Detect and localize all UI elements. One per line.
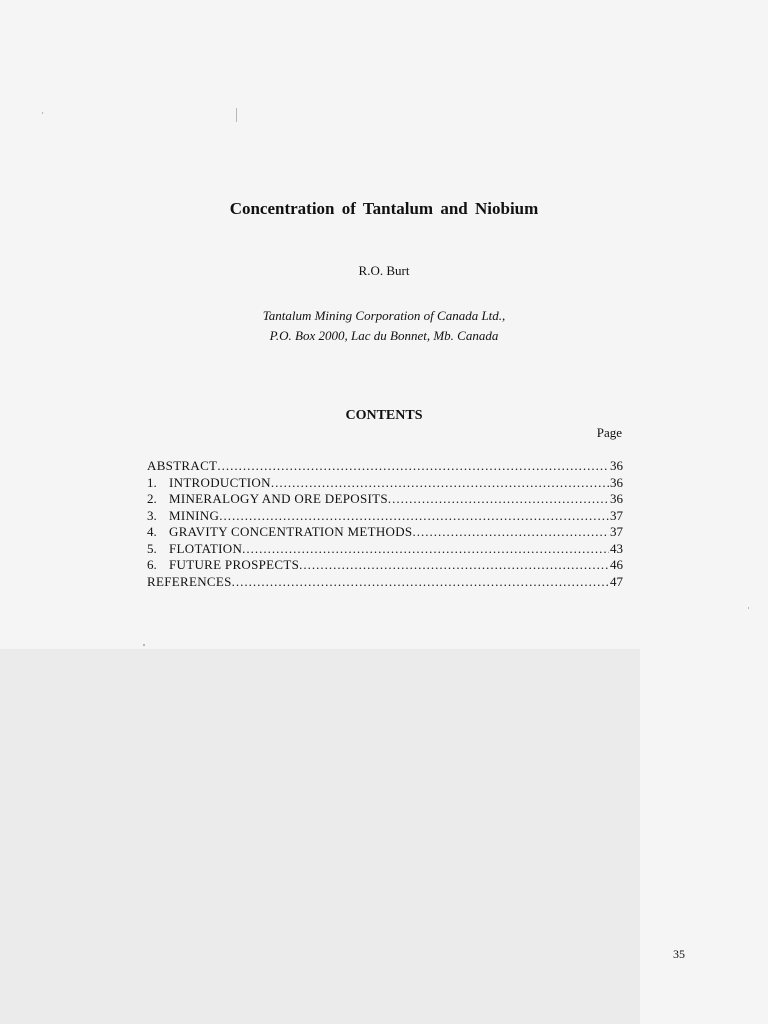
toc-leader-dots	[412, 524, 609, 541]
paper-title: Concentration of Tantalum and Niobium	[229, 199, 539, 218]
affiliation-line: Tantalum Mining Corporation of Canada Ltd.,	[262, 308, 506, 323]
toc-label: INTRODUCTION	[169, 474, 271, 490]
toc-label: REFERENCES	[147, 573, 232, 589]
toc-number: 4.	[147, 524, 157, 539]
page-number: 35	[673, 947, 685, 961]
author-name: R.O. Burt	[358, 263, 410, 278]
scan-mark	[236, 108, 237, 122]
toc-leader-dots	[299, 557, 609, 574]
scan-mark	[748, 607, 749, 609]
toc-page-number: 43	[610, 540, 623, 556]
scan-mark	[42, 112, 43, 114]
toc-label: MINERALOGY AND ORE DEPOSITS	[169, 491, 388, 506]
toc-number: 5.	[147, 540, 157, 556]
table-of-contents	[147, 458, 623, 590]
toc-entry-flotation	[147, 541, 623, 558]
toc-number: 6.	[147, 557, 157, 572]
toc-page-number: 37	[610, 524, 623, 539]
toc-leader-dots	[219, 508, 609, 525]
toc-leader-dots	[388, 491, 609, 508]
toc-number: 1.	[147, 474, 157, 490]
scan-shadow-region	[0, 649, 640, 1024]
affiliation-line: P.O. Box 2000, Lac du Bonnet, Mb. Canada	[269, 328, 499, 343]
toc-leader-dots	[242, 541, 609, 558]
toc-entry-future	[147, 557, 623, 574]
toc-label: FUTURE PROSPECTS	[169, 557, 300, 572]
toc-entry-mining	[147, 508, 623, 525]
page-column-label: Page	[596, 425, 622, 440]
contents-heading: CONTENTS	[345, 408, 423, 423]
toc-page-number: 46	[610, 557, 623, 572]
toc-page-number: 47	[610, 573, 623, 589]
toc-entry-mineralogy	[147, 491, 623, 508]
toc-entry-abstract	[147, 458, 623, 475]
toc-label: GRAVITY CONCENTRATION METHODS	[169, 524, 413, 539]
scan-mark	[143, 644, 145, 646]
toc-leader-dots	[217, 458, 609, 475]
toc-label: ABSTRACT	[147, 458, 218, 473]
toc-entry-gravity	[147, 524, 623, 541]
toc-page-number: 36	[610, 474, 623, 490]
author-affiliation	[0, 306, 768, 346]
toc-entry-introduction	[147, 475, 623, 492]
toc-label: FLOTATION	[169, 540, 243, 556]
toc-number: 3.	[147, 507, 157, 523]
toc-entry-references	[147, 574, 623, 591]
toc-number: 2.	[147, 491, 157, 506]
toc-leader-dots	[271, 475, 609, 492]
toc-label: MINING	[169, 507, 220, 523]
toc-page-number: 37	[610, 507, 623, 523]
toc-page-number: 36	[610, 458, 623, 473]
toc-leader-dots	[232, 574, 609, 591]
toc-page-number: 36	[610, 491, 623, 506]
